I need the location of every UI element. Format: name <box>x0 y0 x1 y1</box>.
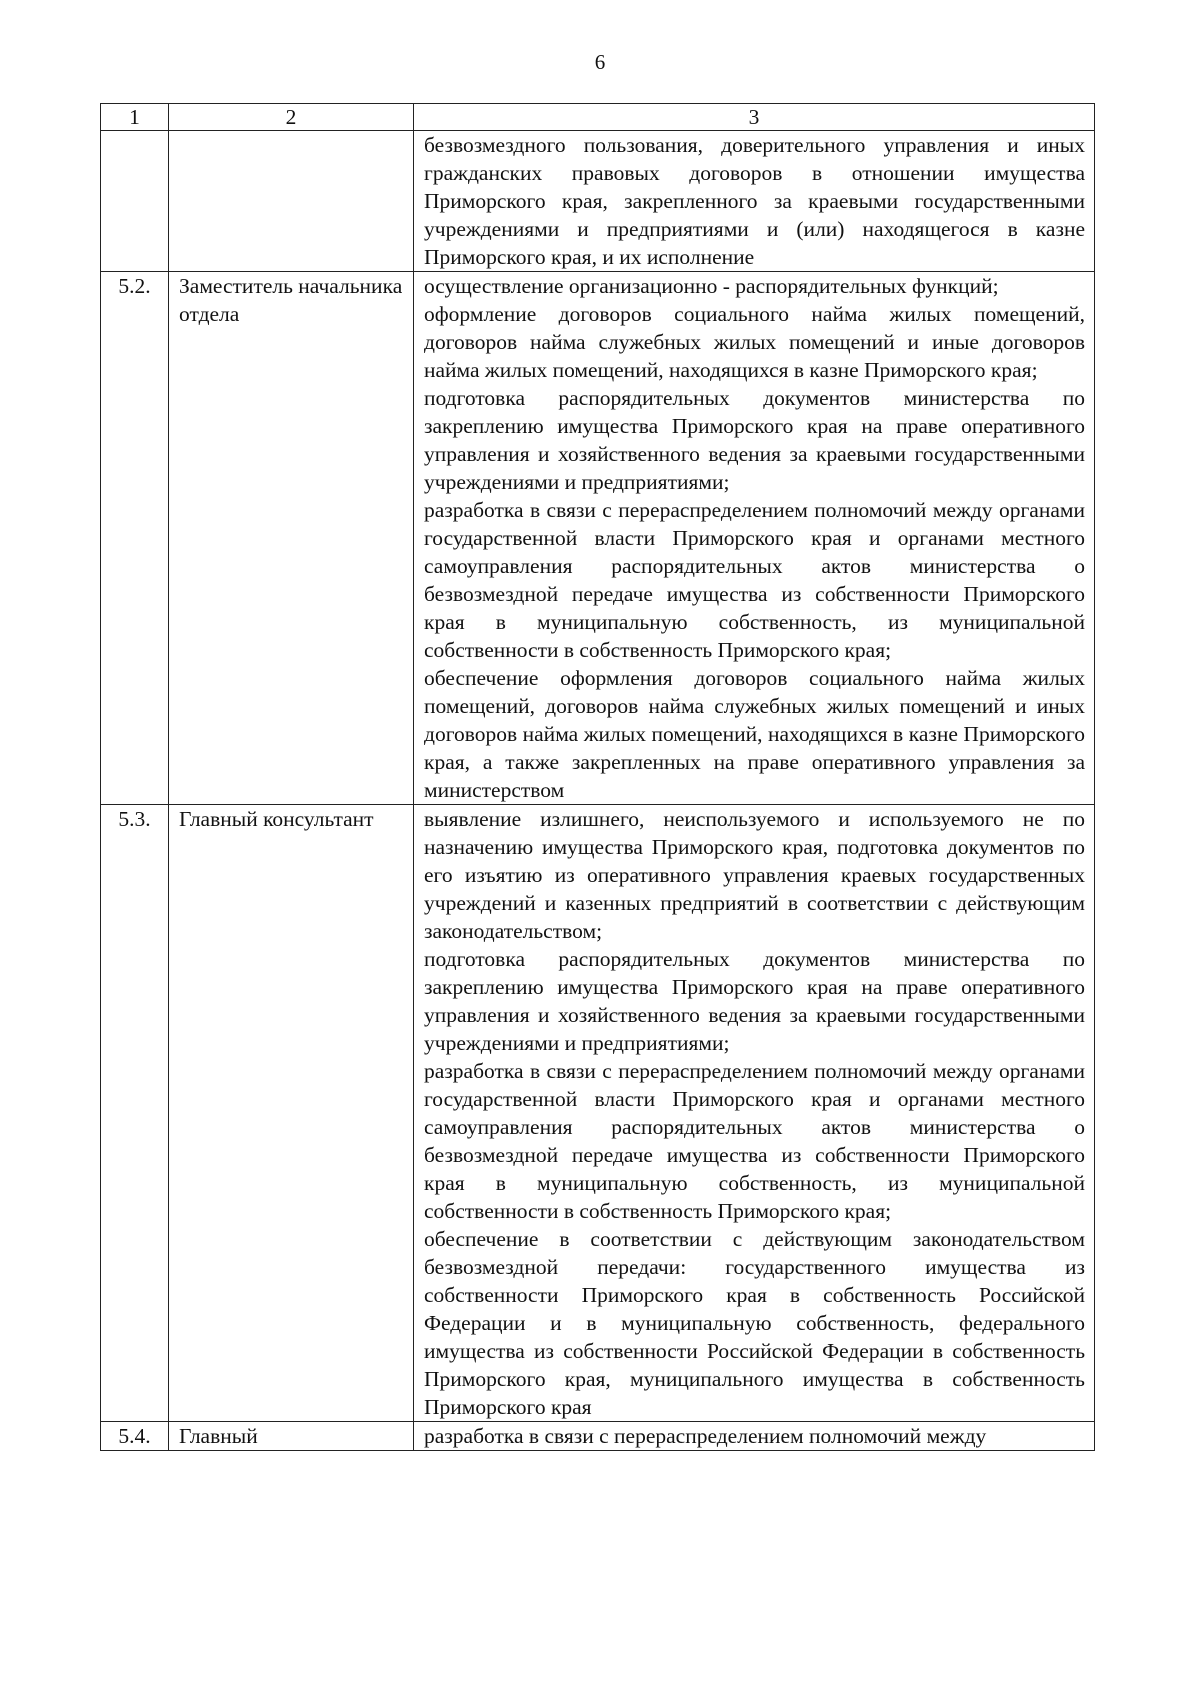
row-position: Заместитель начальника отдела <box>169 272 414 805</box>
duty-item: безвозмездного пользования, доверительного управления и иных гражданских правовых договоров в отношении имущества Приморского края, закрепленного за краевыми государственными учреждениями и предприятиями и (или) находящегося в казне Приморского края, и их исполнение <box>424 133 1085 269</box>
duty-item: осуществление организационно - распорядительных функций; <box>424 274 999 298</box>
row-number: 5.2. <box>101 272 169 805</box>
duty-item: выявление излишнего, неиспользуемого и используемого не по назначению имущества Приморского края, подготовка документов по его изъятию из оперативного управления краевых государственных учреждений и казенных предприятий в соответствии с действующим законодательством; <box>424 807 1085 943</box>
row-position: Главный консультант <box>169 805 414 1422</box>
duty-item: разработка в связи с перераспределением полномочий между <box>424 1424 987 1448</box>
duties-table <box>100 103 1095 1451</box>
row-position: Главный <box>169 1422 414 1451</box>
column-header-position: 2 <box>169 104 414 131</box>
row-duties <box>414 805 1095 1422</box>
row-number: 5.4. <box>101 1422 169 1451</box>
page-number: 6 <box>594 50 606 74</box>
duty-item: разработка в связи с перераспределением полномочий между органами государственной власти Приморского края и органами местного самоуправления распорядительных актов министерства о безвозмездной передаче имущества из собственности Приморского края в муниципальную собственность, из муниципальной собственности в собственность Приморского края; <box>424 1059 1085 1223</box>
table-row <box>101 805 1095 1422</box>
column-header-duties: 3 <box>414 104 1095 131</box>
table-row <box>101 1422 1095 1451</box>
table-row <box>101 131 1095 272</box>
row-duties <box>414 1422 1095 1451</box>
row-number <box>101 131 169 272</box>
duty-item: подготовка распорядительных документов министерства по закреплению имущества Приморского края на праве оперативного управления и хозяйственного ведения за краевыми государственными учреждениями и предприятиями; <box>424 386 1085 494</box>
row-number: 5.3. <box>101 805 169 1422</box>
duty-item: оформление договоров социального найма жилых помещений, договоров найма служебных жилых помещений и иные договоров найма жилых помещений, находящихся в казне Приморского края; <box>424 302 1085 382</box>
duty-item: подготовка распорядительных документов министерства по закреплению имущества Приморского края на праве оперативного управления и хозяйственного ведения за краевыми государственными учреждениями и предприятиями; <box>424 947 1085 1055</box>
table-header-row <box>101 104 1095 131</box>
row-position <box>169 131 414 272</box>
table-row <box>101 272 1095 805</box>
duty-item: разработка в связи с перераспределением полномочий между органами государственной власти Приморского края и органами местного самоуправления распорядительных актов министерства о безвозмездной передаче имущества из собственности Приморского края в муниципальную собственность, из муниципальной собственности в собственность Приморского края; <box>424 498 1085 662</box>
column-header-number: 1 <box>101 104 169 131</box>
duty-item: обеспечение в соответствии с действующим законодательством безвозмездной передачи: государственного имущества из собственности Приморского края в собственность Российской Федерации и в муниципальную собственность, федерального имущества из собственности Российской Федерации в собственность Приморского края, муниципального имущества в собственность Приморского края <box>424 1227 1085 1419</box>
row-duties <box>414 272 1095 805</box>
duty-item: обеспечение оформления договоров социального найма жилых помещений, договоров найма служебных жилых помещений и иных договоров найма жилых помещений, находящихся в казне Приморского края, а также закрепленных на праве оперативного управления за министерством <box>424 666 1085 802</box>
row-duties <box>414 131 1095 272</box>
